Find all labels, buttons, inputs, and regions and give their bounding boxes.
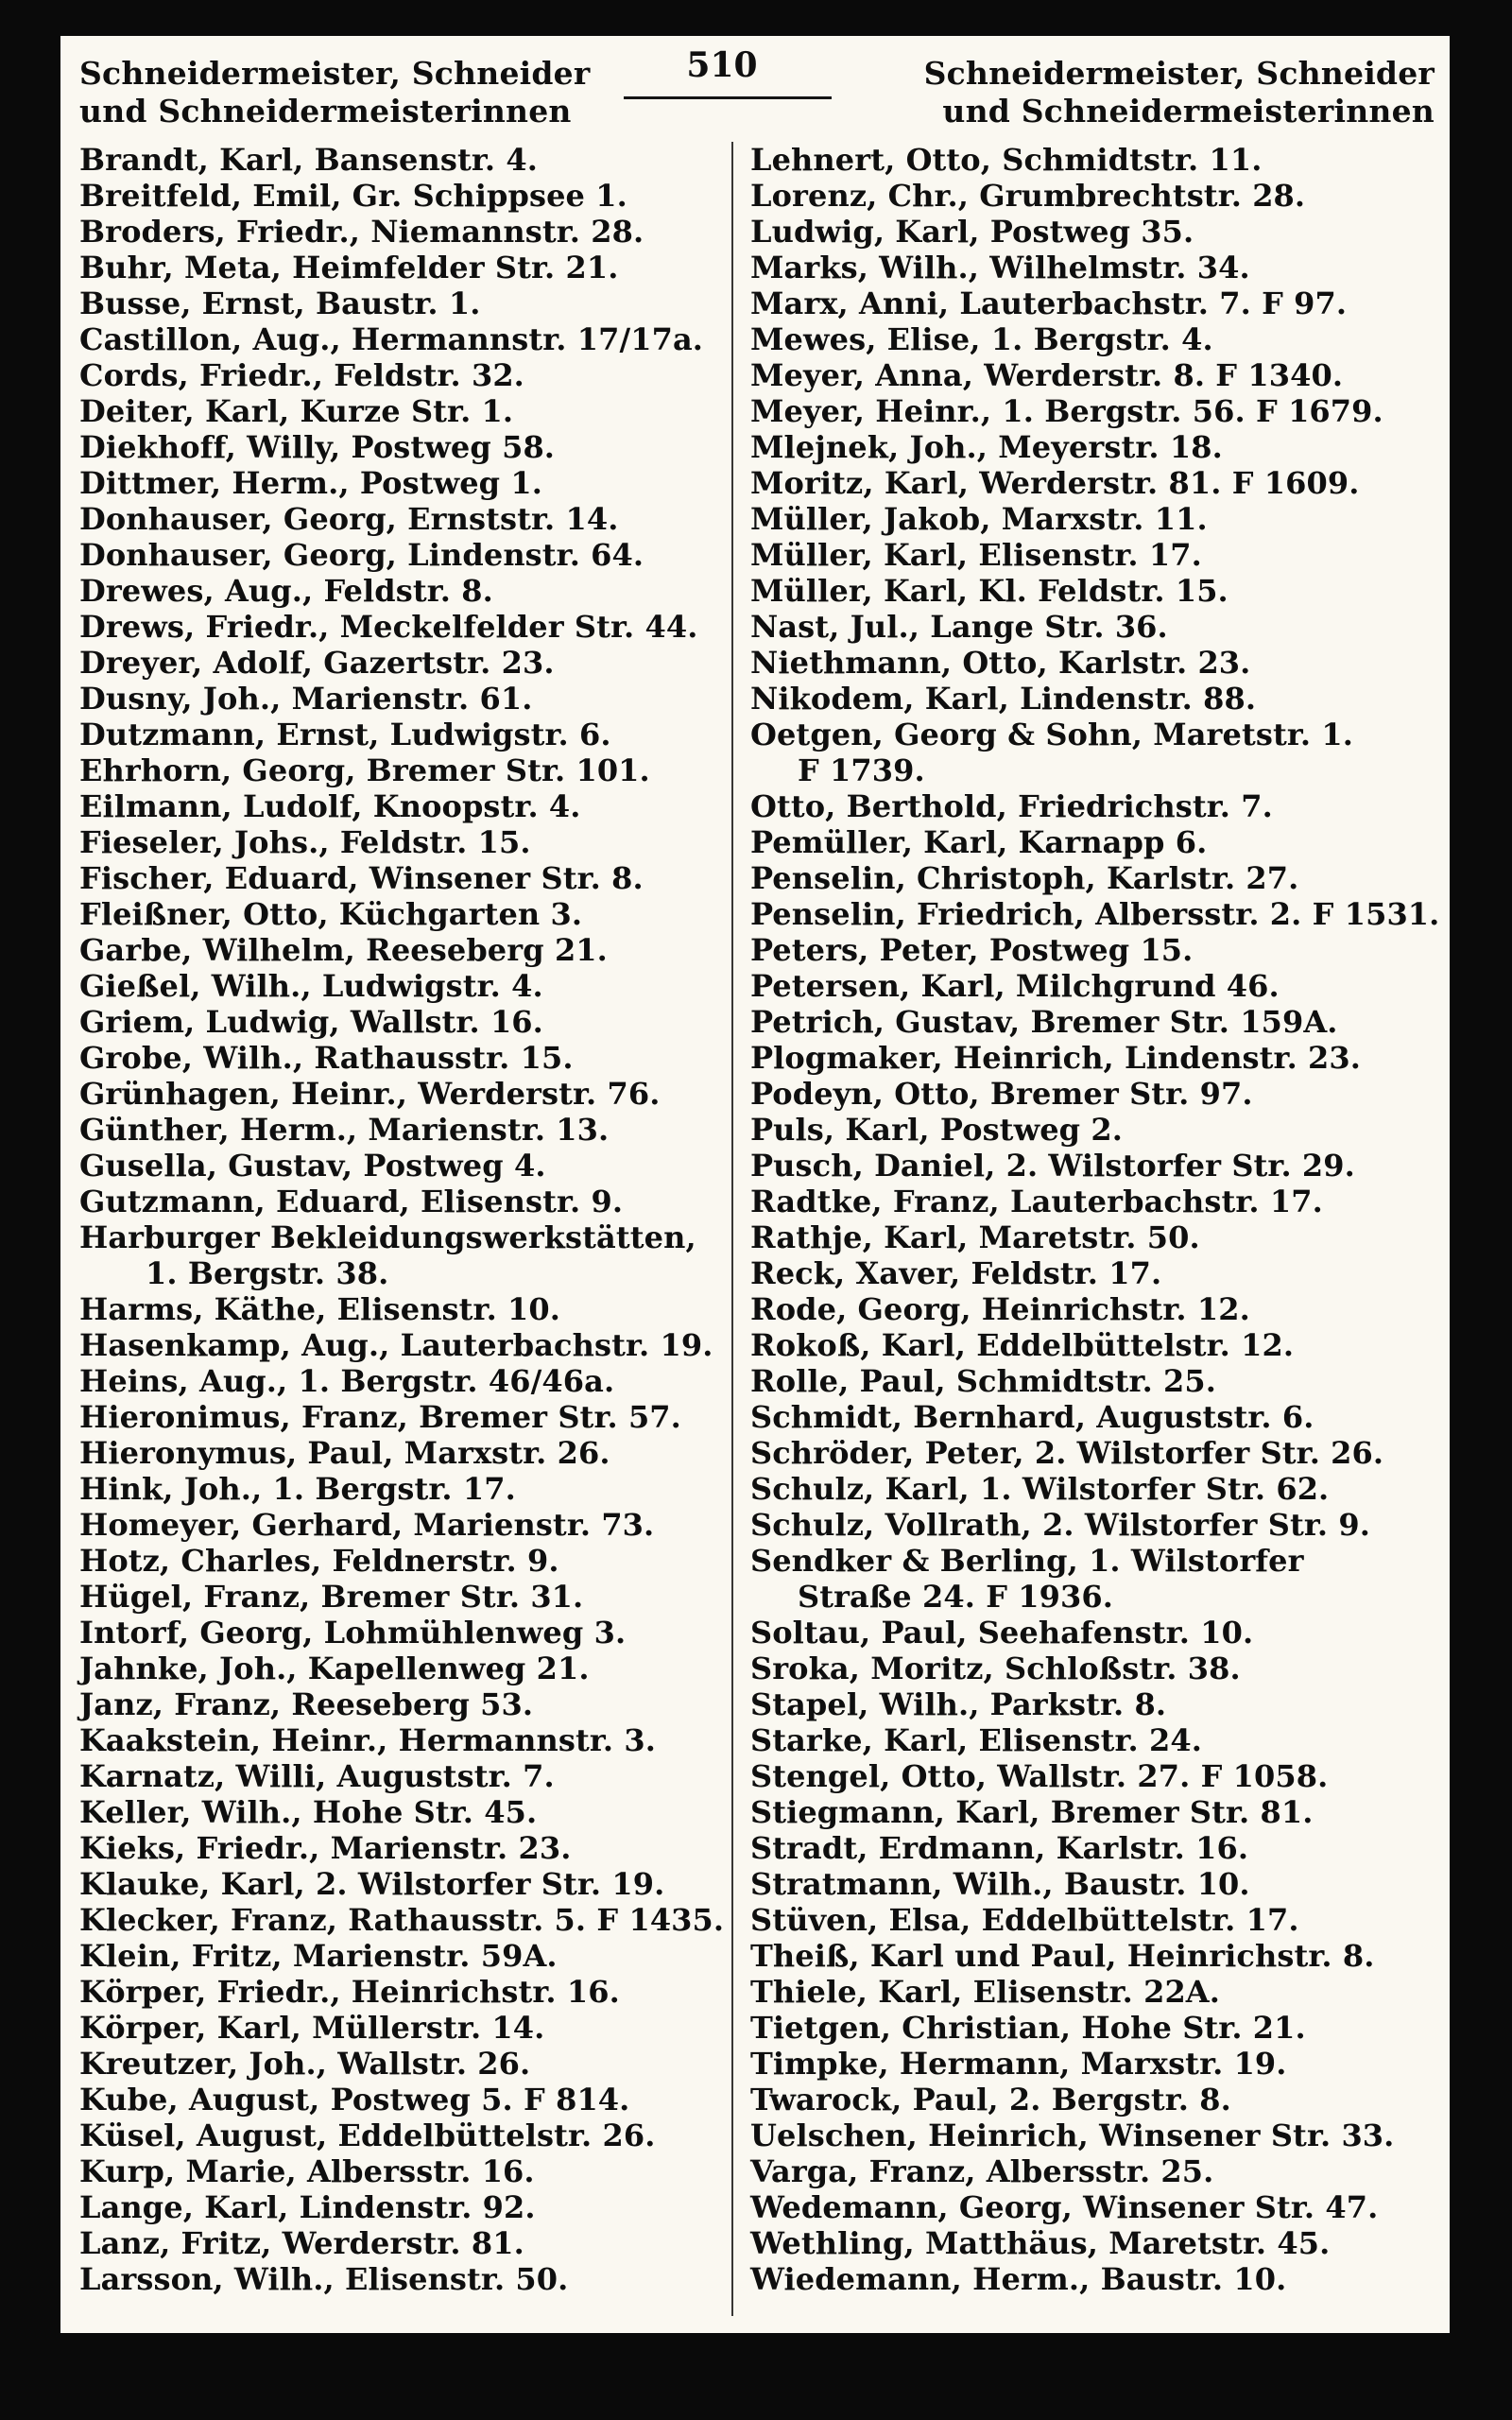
list-item: Grobe, Wilh., Rathausstr. 15. [79,1040,574,1076]
list-item: Janz, Franz, Reeseberg 53. [79,1686,534,1722]
list-item: Rolle, Paul, Schmidtstr. 25. [750,1363,1217,1399]
list-item: Stradt, Erdmann, Karlstr. 16. [750,1830,1249,1866]
list-item: Lehnert, Otto, Schmidtstr. 11. [750,142,1263,178]
list-item: Müller, Karl, Elisenstr. 17. [750,537,1202,573]
list-item: Fischer, Eduard, Winsener Str. 8. [79,860,644,896]
list-item: Drewes, Aug., Feldstr. 8. [79,573,493,609]
list-item: Petersen, Karl, Milchgrund 46. [750,968,1280,1004]
list-item: Klecker, Franz, Rathausstr. 5. F 1435. [79,1902,725,1938]
list-item: Brandt, Karl, Bansenstr. 4. [79,142,538,178]
list-item: Twarock, Paul, 2. Bergstr. 8. [750,2082,1231,2118]
page-number-rule [624,96,832,99]
list-item: Busse, Ernst, Baustr. 1. [79,285,481,321]
list-item: Starke, Karl, Elisenstr. 24. [750,1722,1202,1758]
list-item: Garbe, Wilhelm, Reeseberg 21. [79,932,608,968]
list-item: Dittmer, Herm., Postweg 1. [79,465,543,501]
list-item: Intorf, Georg, Lohmühlenweg 3. [79,1615,627,1651]
header-right-line1: Schneidermeister, Schneider [923,55,1435,92]
list-item: Kurp, Marie, Albersstr. 16. [79,2153,535,2189]
list-item-continuation: 1. Bergstr. 38. [146,1255,389,1291]
list-item: Petrich, Gustav, Bremer Str. 159A. [750,1004,1338,1040]
list-item: Wedemann, Georg, Winsener Str. 47. [750,2189,1379,2225]
list-item: Gusella, Gustav, Postweg 4. [79,1148,546,1184]
list-item: Dreyer, Adolf, Gazertstr. 23. [79,645,555,681]
list-item: Broders, Friedr., Niemannstr. 28. [79,214,644,250]
list-item: Nast, Jul., Lange Str. 36. [750,609,1168,645]
list-item: Eilmann, Ludolf, Knoopstr. 4. [79,788,581,824]
header-left-line1: Schneidermeister, Schneider [79,55,591,92]
list-item: Puls, Karl, Postweg 2. [750,1112,1123,1148]
list-item: Keller, Wilh., Hohe Str. 45. [79,1794,538,1830]
list-item: Harms, Käthe, Elisenstr. 10. [79,1291,561,1327]
list-item: Meyer, Anna, Werderstr. 8. F 1340. [750,357,1344,393]
list-item: Moritz, Karl, Werderstr. 81. F 1609. [750,465,1360,501]
left-column [79,142,760,2297]
list-item: Theiß, Karl und Paul, Heinrichstr. 8. [750,1938,1375,1974]
list-item: Podeyn, Otto, Bremer Str. 97. [750,1076,1253,1112]
list-item: Donhauser, Georg, Lindenstr. 64. [79,537,644,573]
list-item: Rokoß, Karl, Eddelbüttelstr. 12. [750,1327,1295,1363]
list-item: Timpke, Hermann, Marxstr. 19. [750,2046,1287,2082]
directory-page [60,36,1450,2333]
list-item: Schmidt, Bernhard, Auguststr. 6. [750,1399,1314,1435]
list-item: Günther, Herm., Marienstr. 13. [79,1112,610,1148]
list-item: Stengel, Otto, Wallstr. 27. F 1058. [750,1758,1329,1794]
header-right-line2: und Schneidermeisterinnen [942,93,1435,130]
list-item: Stapel, Wilh., Parkstr. 8. [750,1686,1167,1722]
header-right [868,55,1435,130]
list-item: Kube, August, Postweg 5. F 814. [79,2082,630,2118]
list-item: Plogmaker, Heinrich, Lindenstr. 23. [750,1040,1362,1076]
list-item: Dutzmann, Ernst, Ludwigstr. 6. [79,717,611,752]
list-item: Radtke, Franz, Lauterbachstr. 17. [750,1184,1323,1219]
list-item-continuation: Straße 24. F 1936. [798,1579,1113,1615]
list-item: Castillon, Aug., Hermannstr. 17/17a. [79,321,704,357]
header-left [79,55,646,130]
list-item: Hieronymus, Paul, Marxstr. 26. [79,1435,610,1471]
list-item: Wethling, Matthäus, Maretstr. 45. [750,2225,1331,2261]
list-item: Tietgen, Christian, Hohe Str. 21. [750,2010,1306,2046]
list-item: Lange, Karl, Lindenstr. 92. [79,2189,536,2225]
list-item: Wiedemann, Herm., Baustr. 10. [750,2261,1287,2297]
list-item: Homeyer, Gerhard, Marienstr. 73. [79,1507,655,1543]
list-item: Stüven, Elsa, Eddelbüttelstr. 17. [750,1902,1299,1938]
list-item: Cords, Friedr., Feldstr. 32. [79,357,524,393]
list-item: Lorenz, Chr., Grumbrechtstr. 28. [750,178,1306,214]
list-item: Fleißner, Otto, Küchgarten 3. [79,896,583,932]
list-item: Klauke, Karl, 2. Wilstorfer Str. 19. [79,1866,665,1902]
list-item: Dusny, Joh., Marienstr. 61. [79,681,533,717]
list-item: Lanz, Fritz, Werderstr. 81. [79,2225,524,2261]
list-item: Rode, Georg, Heinrichstr. 12. [750,1291,1250,1327]
list-item: Hügel, Franz, Bremer Str. 31. [79,1579,584,1615]
list-item: Körper, Friedr., Heinrichstr. 16. [79,1974,620,2010]
list-item: Diekhoff, Willy, Postweg 58. [79,429,556,465]
column-divider [731,142,733,2316]
list-item: Hink, Joh., 1. Bergstr. 17. [79,1471,516,1507]
header-left-line2: und Schneidermeisterinnen [79,93,572,130]
list-item: Drews, Friedr., Meckelfelder Str. 44. [79,609,698,645]
list-item: Varga, Franz, Albersstr. 25. [750,2153,1214,2189]
list-item: Mewes, Elise, 1. Bergstr. 4. [750,321,1213,357]
list-item: Otto, Berthold, Friedrichstr. 7. [750,788,1273,824]
list-item: Deiter, Karl, Kurze Str. 1. [79,393,514,429]
list-item: Kreutzer, Joh., Wallstr. 26. [79,2046,531,2082]
list-item: Pemüller, Karl, Karnapp 6. [750,824,1208,860]
list-item: Körper, Karl, Müllerstr. 14. [79,2010,545,2046]
list-item: Hasenkamp, Aug., Lauterbachstr. 19. [79,1327,713,1363]
list-item: Griem, Ludwig, Wallstr. 16. [79,1004,543,1040]
list-item: Pusch, Daniel, 2. Wilstorfer Str. 29. [750,1148,1355,1184]
list-item: Fieseler, Johs., Feldstr. 15. [79,824,531,860]
list-item: Marx, Anni, Lauterbachstr. 7. F 97. [750,285,1348,321]
list-item: Hotz, Charles, Feldnerstr. 9. [79,1543,559,1579]
list-item: Mlejnek, Joh., Meyerstr. 18. [750,429,1223,465]
list-item: Hieronimus, Franz, Bremer Str. 57. [79,1399,681,1435]
list-item: Breitfeld, Emil, Gr. Schippsee 1. [79,178,627,214]
list-item: Penselin, Christoph, Karlstr. 27. [750,860,1299,896]
list-item: Marks, Wilh., Wilhelmstr. 34. [750,250,1250,285]
list-item: Jahnke, Joh., Kapellenweg 21. [79,1651,590,1686]
list-item: Rathje, Karl, Maretstr. 50. [750,1219,1200,1255]
list-item: Müller, Karl, Kl. Feldstr. 15. [750,573,1228,609]
list-item: Grünhagen, Heinr., Werderstr. 76. [79,1076,661,1112]
list-item: Oetgen, Georg & Sohn, Maretstr. 1. [750,717,1353,752]
list-item: Heins, Aug., 1. Bergstr. 46/46a. [79,1363,615,1399]
list-item: Penselin, Friedrich, Albersstr. 2. F 1531. [750,896,1440,932]
list-item: Buhr, Meta, Heimfelder Str. 21. [79,250,619,285]
list-item: Uelschen, Heinrich, Winsener Str. 33. [750,2118,1395,2153]
list-item: Harburger Bekleidungswerkstätten, [79,1219,696,1255]
list-item: Ehrhorn, Georg, Bremer Str. 101. [79,752,650,788]
list-item: Ludwig, Karl, Postweg 35. [750,214,1194,250]
list-item: Peters, Peter, Postweg 15. [750,932,1194,968]
list-item: Sroka, Moritz, Schloßstr. 38. [750,1651,1241,1686]
list-item: Larsson, Wilh., Elisenstr. 50. [79,2261,569,2297]
list-item: Klein, Fritz, Marienstr. 59A. [79,1938,558,1974]
list-item: Stiegmann, Karl, Bremer Str. 81. [750,1794,1314,1830]
list-item: Kaakstein, Heinr., Hermannstr. 3. [79,1722,656,1758]
list-item: Nikodem, Karl, Lindenstr. 88. [750,681,1257,717]
list-item: Müller, Jakob, Marxstr. 11. [750,501,1208,537]
list-item: Reck, Xaver, Feldstr. 17. [750,1255,1162,1291]
list-item: Gutzmann, Eduard, Elisenstr. 9. [79,1184,624,1219]
list-item: Schröder, Peter, 2. Wilstorfer Str. 26. [750,1435,1384,1471]
list-item: Soltau, Paul, Seehafenstr. 10. [750,1615,1254,1651]
right-column [750,142,1440,2297]
list-item: Stratmann, Wilh., Baustr. 10. [750,1866,1250,1902]
list-item: Gießel, Wilh., Ludwigstr. 4. [79,968,543,1004]
list-item: Kieks, Friedr., Marienstr. 23. [79,1830,572,1866]
page-number: 510 [686,45,758,85]
list-item: Donhauser, Georg, Ernststr. 14. [79,501,619,537]
list-item: Niethmann, Otto, Karlstr. 23. [750,645,1251,681]
list-item: Küsel, August, Eddelbüttelstr. 26. [79,2118,656,2153]
list-item-continuation: F 1739. [798,752,925,788]
page-header [60,36,1450,145]
list-item: Thiele, Karl, Elisenstr. 22A. [750,1974,1220,2010]
list-item: Schulz, Vollrath, 2. Wilstorfer Str. 9. [750,1507,1370,1543]
list-item: Schulz, Karl, 1. Wilstorfer Str. 62. [750,1471,1330,1507]
list-item: Meyer, Heinr., 1. Bergstr. 56. F 1679. [750,393,1383,429]
list-item: Sendker & Berling, 1. Wilstorfer [750,1543,1304,1579]
list-item: Karnatz, Willi, Auguststr. 7. [79,1758,555,1794]
